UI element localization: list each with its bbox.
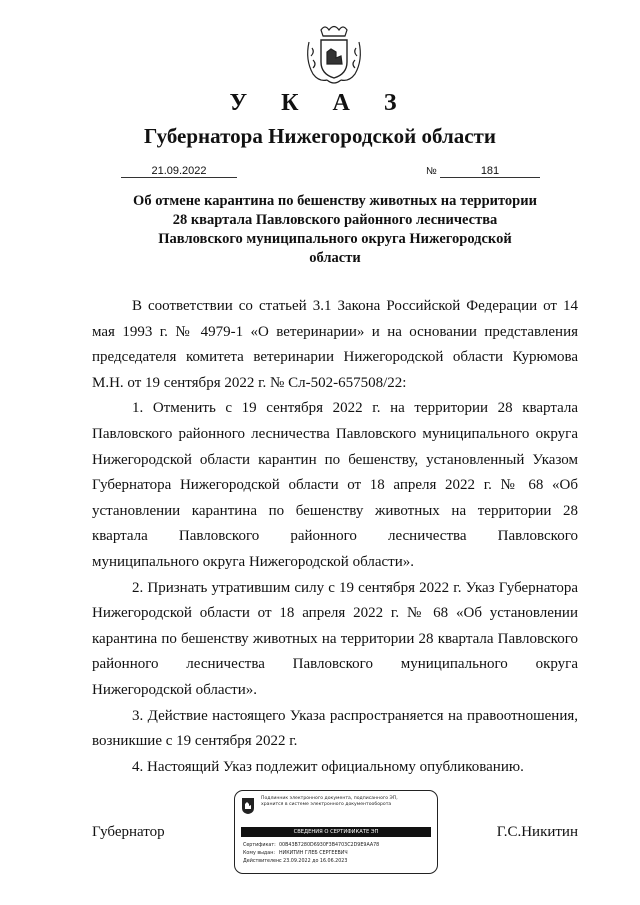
subject-line: Павловского муниципального округа Нижегородской: [158, 231, 512, 247]
stamp-description: Подлинник электронного документа, подписанного ЭП, хранится в системе электронного документооборота: [261, 796, 398, 807]
clause-paragraph: 1. Отменить с 19 сентября 2022 г. на территории 28 квартала Павловского районного лесничества Павловского муниципального округа Нижегородской области карантин по бешенству, установленный Указом Губернатора Нижегородской области от 18 апреля 2022 г. № 68 «Об установлении карантина по бешенству животных на территории 28 квартала Павловского районного лесничества Павловского муниципального округа Нижегородской области».: [92, 400, 578, 570]
clause-paragraph: 3. Действие настоящего Указа распространяется на правоотношения, возникшие с 19 сентября 2022 г.: [92, 707, 578, 750]
clause-paragraph: 2. Признать утратившим силу с 19 сентября 2022 г. Указ Губернатора Нижегородской области от 18 апреля 2022 г. № 68 «Об установлении карантина по бешенству животных на территории 28 квартала Павловского районного лесничества Павловского муниципального округа Нижегородской области».: [92, 579, 578, 698]
signer-name: Г.С.Никитин: [496, 824, 578, 840]
deer-emblem-icon: [241, 797, 255, 815]
subject-line: области: [309, 250, 361, 266]
document-number: 181: [440, 165, 540, 178]
stamp-certificate-row: Сертификат: 00B43B7280D6930F3B4703C2D9E9AA78: [243, 843, 380, 848]
preamble-paragraph: В соответствии со статьей 3.1 Закона Российской Федерации от 14 мая 1993 г. № 4979-1 «О ветеринарии» и на основании представления председателя комитета ветеринарии Нижегородской области Курюмова М.Н. от 19 сентября 2022 г. № Сл-502-657508/22:: [92, 298, 578, 391]
document-subject: [110, 192, 560, 268]
stamp-owner-row: Кому выдан: НИКИТИН ГЛЕБ СЕРГЕЕВИЧ: [243, 851, 348, 856]
stamp-validity-row: Действителен:с 23.09.2022 до 16.06.2023: [243, 859, 348, 864]
subject-line: Об отмене карантина по бешенству животных на территории: [133, 193, 537, 209]
issuer-title: Губернатора Нижегородской области: [144, 124, 496, 148]
number-label: №: [426, 166, 437, 177]
document-date: 21.09.2022: [121, 165, 237, 178]
document-body: [92, 294, 578, 780]
document-type-title: У К А З: [229, 90, 411, 116]
stamp-header-bar: СВЕДЕНИЯ О СЕРТИФИКАТЕ ЭП: [241, 827, 431, 837]
signer-title: Губернатор: [92, 824, 165, 840]
electronic-signature-stamp: [234, 790, 438, 874]
clause-paragraph: 4. Настоящий Указ подлежит официальному опубликованию.: [132, 758, 524, 775]
coat-of-arms-emblem: [303, 22, 365, 88]
subject-line: 28 квартала Павловского районного лесничества: [172, 212, 498, 228]
